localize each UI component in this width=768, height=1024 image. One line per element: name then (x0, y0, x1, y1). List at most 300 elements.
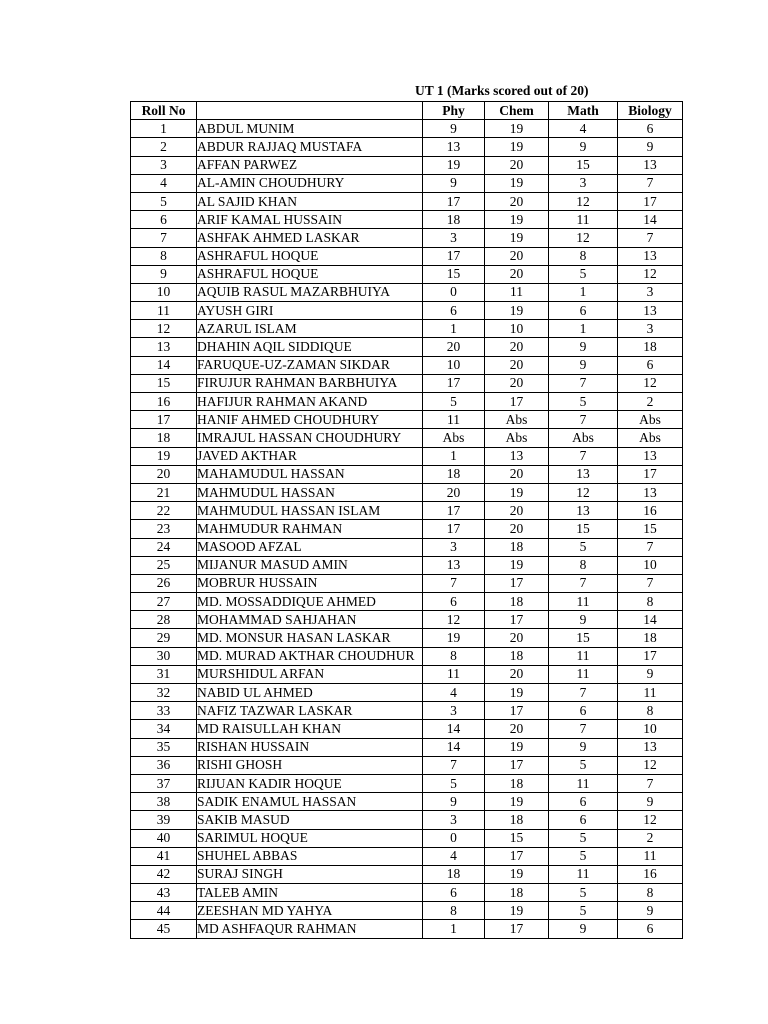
math-mark-cell: 12 (549, 192, 618, 210)
student-name-cell: SHUHEL ABBAS (197, 847, 423, 865)
biology-mark-cell: 9 (618, 138, 683, 156)
table-row (131, 756, 683, 774)
phy-mark-cell: 20 (423, 483, 485, 501)
biology-mark-cell: 13 (618, 447, 683, 465)
student-name-cell: SARIMUL HOQUE (197, 829, 423, 847)
student-name-cell: NAFIZ TAZWAR LASKAR (197, 702, 423, 720)
phy-mark-cell: 7 (423, 756, 485, 774)
math-mark-cell: 9 (549, 356, 618, 374)
math-mark-cell: 11 (549, 211, 618, 229)
student-name-cell: MAHMUDUL HASSAN (197, 483, 423, 501)
table-row (131, 684, 683, 702)
student-name-cell: SADIK ENAMUL HASSAN (197, 793, 423, 811)
math-mark-cell: 15 (549, 629, 618, 647)
student-name-cell: MASOOD AFZAL (197, 538, 423, 556)
biology-mark-cell: 17 (618, 192, 683, 210)
biology-mark-cell: 12 (618, 811, 683, 829)
biology-mark-cell: 16 (618, 865, 683, 883)
biology-mark-cell: 2 (618, 829, 683, 847)
table-row (131, 902, 683, 920)
marks-table (130, 101, 683, 939)
student-name-cell: MD ASHFAQUR RAHMAN (197, 920, 423, 938)
phy-mark-cell: 19 (423, 629, 485, 647)
phy-mark-cell: 13 (423, 556, 485, 574)
math-mark-cell: 6 (549, 793, 618, 811)
table-row (131, 411, 683, 429)
math-mark-cell: 13 (549, 465, 618, 483)
phy-mark-cell: 6 (423, 593, 485, 611)
table-row (131, 302, 683, 320)
roll-no-cell: 2 (131, 138, 197, 156)
student-name-cell: AL SAJID KHAN (197, 192, 423, 210)
roll-no-cell: 7 (131, 229, 197, 247)
table-row (131, 884, 683, 902)
student-name-cell: HANIF AHMED CHOUDHURY (197, 411, 423, 429)
student-name-cell: FARUQUE-UZ-ZAMAN SIKDAR (197, 356, 423, 374)
chem-mark-cell: 20 (485, 156, 549, 174)
phy-mark-cell: 17 (423, 374, 485, 392)
math-mark-cell: 1 (549, 283, 618, 301)
roll-no-cell: 31 (131, 665, 197, 683)
student-name-cell: MURSHIDUL ARFAN (197, 665, 423, 683)
student-name-cell: HAFIJUR RAHMAN AKAND (197, 393, 423, 411)
student-name-cell: ABDUL MUNIM (197, 120, 423, 138)
chem-mark-cell: 15 (485, 829, 549, 847)
roll-no-cell: 5 (131, 192, 197, 210)
phy-mark-cell: 5 (423, 774, 485, 792)
table-row (131, 574, 683, 592)
table-row (131, 265, 683, 283)
chem-mark-cell: 20 (485, 520, 549, 538)
student-name-cell: RISHI GHOSH (197, 756, 423, 774)
phy-mark-cell: 8 (423, 647, 485, 665)
phy-mark-cell: 20 (423, 338, 485, 356)
roll-no-cell: 29 (131, 629, 197, 647)
phy-mark-cell: 19 (423, 156, 485, 174)
chem-mark-cell: 20 (485, 247, 549, 265)
math-mark-cell: 3 (549, 174, 618, 192)
math-mark-cell: 9 (549, 920, 618, 938)
header-row (131, 102, 683, 120)
phy-mark-cell: 6 (423, 302, 485, 320)
math-mark-cell: 5 (549, 538, 618, 556)
biology-mark-cell: 6 (618, 120, 683, 138)
math-mark-cell: 15 (549, 156, 618, 174)
math-mark-cell: 11 (549, 665, 618, 683)
table-row (131, 665, 683, 683)
biology-mark-cell: 3 (618, 283, 683, 301)
biology-mark-cell: 10 (618, 556, 683, 574)
biology-mark-cell: 7 (618, 229, 683, 247)
table-row (131, 865, 683, 883)
student-name-cell: ARIF KAMAL HUSSAIN (197, 211, 423, 229)
roll-no-cell: 26 (131, 574, 197, 592)
student-name-cell: MAHMUDUL HASSAN ISLAM (197, 502, 423, 520)
phy-mark-cell: 0 (423, 829, 485, 847)
biology-mark-cell: 12 (618, 265, 683, 283)
table-row (131, 393, 683, 411)
roll-no-cell: 32 (131, 684, 197, 702)
math-mark-cell: 6 (549, 702, 618, 720)
phy-mark-cell: Abs (423, 429, 485, 447)
chem-mark-cell: Abs (485, 429, 549, 447)
roll-no-cell: 17 (131, 411, 197, 429)
roll-no-cell: 27 (131, 593, 197, 611)
roll-no-cell: 38 (131, 793, 197, 811)
header-chem: Chem (485, 102, 549, 120)
math-mark-cell: 7 (549, 447, 618, 465)
biology-mark-cell: 13 (618, 302, 683, 320)
math-mark-cell: 11 (549, 593, 618, 611)
table-row (131, 429, 683, 447)
roll-no-cell: 41 (131, 847, 197, 865)
phy-mark-cell: 10 (423, 356, 485, 374)
chem-mark-cell: 17 (485, 702, 549, 720)
student-name-cell: MOHAMMAD SAHJAHAN (197, 611, 423, 629)
biology-mark-cell: 2 (618, 393, 683, 411)
roll-no-cell: 9 (131, 265, 197, 283)
math-mark-cell: 5 (549, 847, 618, 865)
student-name-cell: SURAJ SINGH (197, 865, 423, 883)
table-row (131, 211, 683, 229)
student-name-cell: MD. MOSSADDIQUE AHMED (197, 593, 423, 611)
math-mark-cell: 4 (549, 120, 618, 138)
chem-mark-cell: 20 (485, 629, 549, 647)
chem-mark-cell: 19 (485, 120, 549, 138)
chem-mark-cell: 19 (485, 174, 549, 192)
roll-no-cell: 14 (131, 356, 197, 374)
roll-no-cell: 19 (131, 447, 197, 465)
biology-mark-cell: 12 (618, 756, 683, 774)
chem-mark-cell: 13 (485, 447, 549, 465)
chem-mark-cell: 20 (485, 502, 549, 520)
roll-no-cell: 1 (131, 120, 197, 138)
math-mark-cell: 5 (549, 756, 618, 774)
roll-no-cell: 30 (131, 647, 197, 665)
header-math: Math (549, 102, 618, 120)
biology-mark-cell: 7 (618, 538, 683, 556)
header-biology: Biology (618, 102, 683, 120)
table-row (131, 738, 683, 756)
table-row (131, 811, 683, 829)
math-mark-cell: 5 (549, 393, 618, 411)
student-name-cell: NABID UL AHMED (197, 684, 423, 702)
table-body (131, 120, 683, 938)
table-row (131, 774, 683, 792)
roll-no-cell: 13 (131, 338, 197, 356)
chem-mark-cell: 17 (485, 920, 549, 938)
math-mark-cell: Abs (549, 429, 618, 447)
biology-mark-cell: 7 (618, 774, 683, 792)
student-name-cell: RISHAN HUSSAIN (197, 738, 423, 756)
chem-mark-cell: 20 (485, 374, 549, 392)
math-mark-cell: 11 (549, 774, 618, 792)
roll-no-cell: 24 (131, 538, 197, 556)
roll-no-cell: 4 (131, 174, 197, 192)
student-name-cell: TALEB AMIN (197, 884, 423, 902)
chem-mark-cell: 17 (485, 393, 549, 411)
math-mark-cell: 9 (549, 611, 618, 629)
roll-no-cell: 40 (131, 829, 197, 847)
table-row (131, 356, 683, 374)
biology-mark-cell: 7 (618, 174, 683, 192)
table-row (131, 465, 683, 483)
biology-mark-cell: 14 (618, 211, 683, 229)
chem-mark-cell: 18 (485, 647, 549, 665)
math-mark-cell: 15 (549, 520, 618, 538)
roll-no-cell: 34 (131, 720, 197, 738)
math-mark-cell: 5 (549, 884, 618, 902)
roll-no-cell: 21 (131, 483, 197, 501)
table-row (131, 120, 683, 138)
math-mark-cell: 5 (549, 829, 618, 847)
table-title: UT 1 (Marks scored out of 20) (415, 83, 589, 98)
biology-mark-cell: 13 (618, 483, 683, 501)
phy-mark-cell: 3 (423, 811, 485, 829)
phy-mark-cell: 8 (423, 902, 485, 920)
biology-mark-cell: 7 (618, 574, 683, 592)
chem-mark-cell: 19 (485, 684, 549, 702)
math-mark-cell: 7 (549, 684, 618, 702)
student-name-cell: MAHAMUDUL HASSAN (197, 465, 423, 483)
table-row (131, 720, 683, 738)
table-row (131, 138, 683, 156)
roll-no-cell: 42 (131, 865, 197, 883)
phy-mark-cell: 0 (423, 283, 485, 301)
math-mark-cell: 7 (549, 374, 618, 392)
phy-mark-cell: 6 (423, 884, 485, 902)
math-mark-cell: 1 (549, 320, 618, 338)
student-name-cell: MD RAISULLAH KHAN (197, 720, 423, 738)
phy-mark-cell: 3 (423, 702, 485, 720)
phy-mark-cell: 17 (423, 502, 485, 520)
table-row (131, 829, 683, 847)
biology-mark-cell: 6 (618, 920, 683, 938)
student-name-cell: IMRAJUL HASSAN CHOUDHURY (197, 429, 423, 447)
student-name-cell: ASHFAK AHMED LASKAR (197, 229, 423, 247)
table-row (131, 647, 683, 665)
chem-mark-cell: 18 (485, 811, 549, 829)
biology-mark-cell: 11 (618, 684, 683, 702)
chem-mark-cell: 20 (485, 465, 549, 483)
student-name-cell: MAHMUDUR RAHMAN (197, 520, 423, 538)
phy-mark-cell: 1 (423, 320, 485, 338)
chem-mark-cell: 11 (485, 283, 549, 301)
biology-mark-cell: 13 (618, 247, 683, 265)
student-name-cell: JAVED AKTHAR (197, 447, 423, 465)
phy-mark-cell: 14 (423, 720, 485, 738)
biology-mark-cell: 17 (618, 647, 683, 665)
phy-mark-cell: 18 (423, 865, 485, 883)
math-mark-cell: 11 (549, 647, 618, 665)
table-row (131, 320, 683, 338)
math-mark-cell: 12 (549, 229, 618, 247)
student-name-cell: AFFAN PARWEZ (197, 156, 423, 174)
math-mark-cell: 7 (549, 574, 618, 592)
chem-mark-cell: 20 (485, 665, 549, 683)
student-name-cell: AZARUL ISLAM (197, 320, 423, 338)
chem-mark-cell: 10 (485, 320, 549, 338)
roll-no-cell: 45 (131, 920, 197, 938)
table-row (131, 174, 683, 192)
biology-mark-cell: Abs (618, 411, 683, 429)
phy-mark-cell: 18 (423, 465, 485, 483)
chem-mark-cell: 19 (485, 211, 549, 229)
student-name-cell: FIRUJUR RAHMAN BARBHUIYA (197, 374, 423, 392)
phy-mark-cell: 1 (423, 920, 485, 938)
math-mark-cell: 5 (549, 902, 618, 920)
phy-mark-cell: 17 (423, 520, 485, 538)
table-row (131, 520, 683, 538)
student-name-cell: AQUIB RASUL MAZARBHUIYA (197, 283, 423, 301)
chem-mark-cell: 19 (485, 556, 549, 574)
roll-no-cell: 15 (131, 374, 197, 392)
chem-mark-cell: 20 (485, 265, 549, 283)
student-name-cell: ASHRAFUL HOQUE (197, 265, 423, 283)
student-name-cell: AYUSH GIRI (197, 302, 423, 320)
phy-mark-cell: 7 (423, 574, 485, 592)
roll-no-cell: 3 (131, 156, 197, 174)
phy-mark-cell: 18 (423, 211, 485, 229)
phy-mark-cell: 15 (423, 265, 485, 283)
biology-mark-cell: 16 (618, 502, 683, 520)
roll-no-cell: 23 (131, 520, 197, 538)
roll-no-cell: 8 (131, 247, 197, 265)
student-name-cell: MD. MONSUR HASAN LASKAR (197, 629, 423, 647)
biology-mark-cell: 8 (618, 593, 683, 611)
chem-mark-cell: 19 (485, 302, 549, 320)
table-row (131, 702, 683, 720)
table-row (131, 538, 683, 556)
phy-mark-cell: 1 (423, 447, 485, 465)
math-mark-cell: 7 (549, 411, 618, 429)
chem-mark-cell: 19 (485, 738, 549, 756)
phy-mark-cell: 13 (423, 138, 485, 156)
table-row (131, 374, 683, 392)
table-row (131, 229, 683, 247)
biology-mark-cell: Abs (618, 429, 683, 447)
student-name-cell: DHAHIN AQIL SIDDIQUE (197, 338, 423, 356)
table-row (131, 611, 683, 629)
table-row (131, 447, 683, 465)
roll-no-cell: 44 (131, 902, 197, 920)
chem-mark-cell: 17 (485, 847, 549, 865)
phy-mark-cell: 4 (423, 684, 485, 702)
roll-no-cell: 10 (131, 283, 197, 301)
chem-mark-cell: 19 (485, 138, 549, 156)
chem-mark-cell: 17 (485, 574, 549, 592)
table-row (131, 593, 683, 611)
student-name-cell: RIJUAN KADIR HOQUE (197, 774, 423, 792)
phy-mark-cell: 12 (423, 611, 485, 629)
math-mark-cell: 13 (549, 502, 618, 520)
biology-mark-cell: 17 (618, 465, 683, 483)
chem-mark-cell: 20 (485, 356, 549, 374)
chem-mark-cell: 19 (485, 793, 549, 811)
header-roll-no: Roll No (131, 102, 197, 120)
phy-mark-cell: 9 (423, 120, 485, 138)
phy-mark-cell: 17 (423, 247, 485, 265)
roll-no-cell: 37 (131, 774, 197, 792)
phy-mark-cell: 9 (423, 174, 485, 192)
biology-mark-cell: 14 (618, 611, 683, 629)
math-mark-cell: 11 (549, 865, 618, 883)
chem-mark-cell: 20 (485, 720, 549, 738)
table-row (131, 793, 683, 811)
student-name-cell: MIJANUR MASUD AMIN (197, 556, 423, 574)
table-row (131, 247, 683, 265)
student-name-cell: MOBRUR HUSSAIN (197, 574, 423, 592)
chem-mark-cell: 18 (485, 593, 549, 611)
roll-no-cell: 43 (131, 884, 197, 902)
biology-mark-cell: 8 (618, 702, 683, 720)
table-row (131, 483, 683, 501)
table-row (131, 283, 683, 301)
math-mark-cell: 9 (549, 738, 618, 756)
phy-mark-cell: 9 (423, 793, 485, 811)
biology-mark-cell: 10 (618, 720, 683, 738)
phy-mark-cell: 3 (423, 538, 485, 556)
student-name-cell: MD. MURAD AKTHAR CHOUDHUR (197, 647, 423, 665)
chem-mark-cell: 17 (485, 756, 549, 774)
math-mark-cell: 6 (549, 811, 618, 829)
biology-mark-cell: 6 (618, 356, 683, 374)
header-phy: Phy (423, 102, 485, 120)
student-name-cell: ZEESHAN MD YAHYA (197, 902, 423, 920)
math-mark-cell: 8 (549, 556, 618, 574)
student-name-cell: SAKIB MASUD (197, 811, 423, 829)
student-name-cell: AL-AMIN CHOUDHURY (197, 174, 423, 192)
phy-mark-cell: 5 (423, 393, 485, 411)
table-row (131, 502, 683, 520)
phy-mark-cell: 17 (423, 192, 485, 210)
biology-mark-cell: 15 (618, 520, 683, 538)
biology-mark-cell: 9 (618, 665, 683, 683)
chem-mark-cell: 19 (485, 865, 549, 883)
table-row (131, 338, 683, 356)
math-mark-cell: 9 (549, 338, 618, 356)
math-mark-cell: 12 (549, 483, 618, 501)
math-mark-cell: 8 (549, 247, 618, 265)
student-name-cell: ABDUR RAJJAQ MUSTAFA (197, 138, 423, 156)
roll-no-cell: 11 (131, 302, 197, 320)
phy-mark-cell: 3 (423, 229, 485, 247)
roll-no-cell: 28 (131, 611, 197, 629)
biology-mark-cell: 11 (618, 847, 683, 865)
table-row (131, 192, 683, 210)
math-mark-cell: 9 (549, 138, 618, 156)
math-mark-cell: 5 (549, 265, 618, 283)
phy-mark-cell: 4 (423, 847, 485, 865)
header-name (197, 102, 423, 120)
biology-mark-cell: 3 (618, 320, 683, 338)
roll-no-cell: 18 (131, 429, 197, 447)
biology-mark-cell: 12 (618, 374, 683, 392)
roll-no-cell: 16 (131, 393, 197, 411)
table-row (131, 847, 683, 865)
table-row (131, 156, 683, 174)
chem-mark-cell: Abs (485, 411, 549, 429)
chem-mark-cell: 20 (485, 338, 549, 356)
roll-no-cell: 33 (131, 702, 197, 720)
biology-mark-cell: 9 (618, 902, 683, 920)
roll-no-cell: 36 (131, 756, 197, 774)
chem-mark-cell: 20 (485, 192, 549, 210)
student-name-cell: ASHRAFUL HOQUE (197, 247, 423, 265)
table-row (131, 629, 683, 647)
chem-mark-cell: 19 (485, 483, 549, 501)
math-mark-cell: 7 (549, 720, 618, 738)
